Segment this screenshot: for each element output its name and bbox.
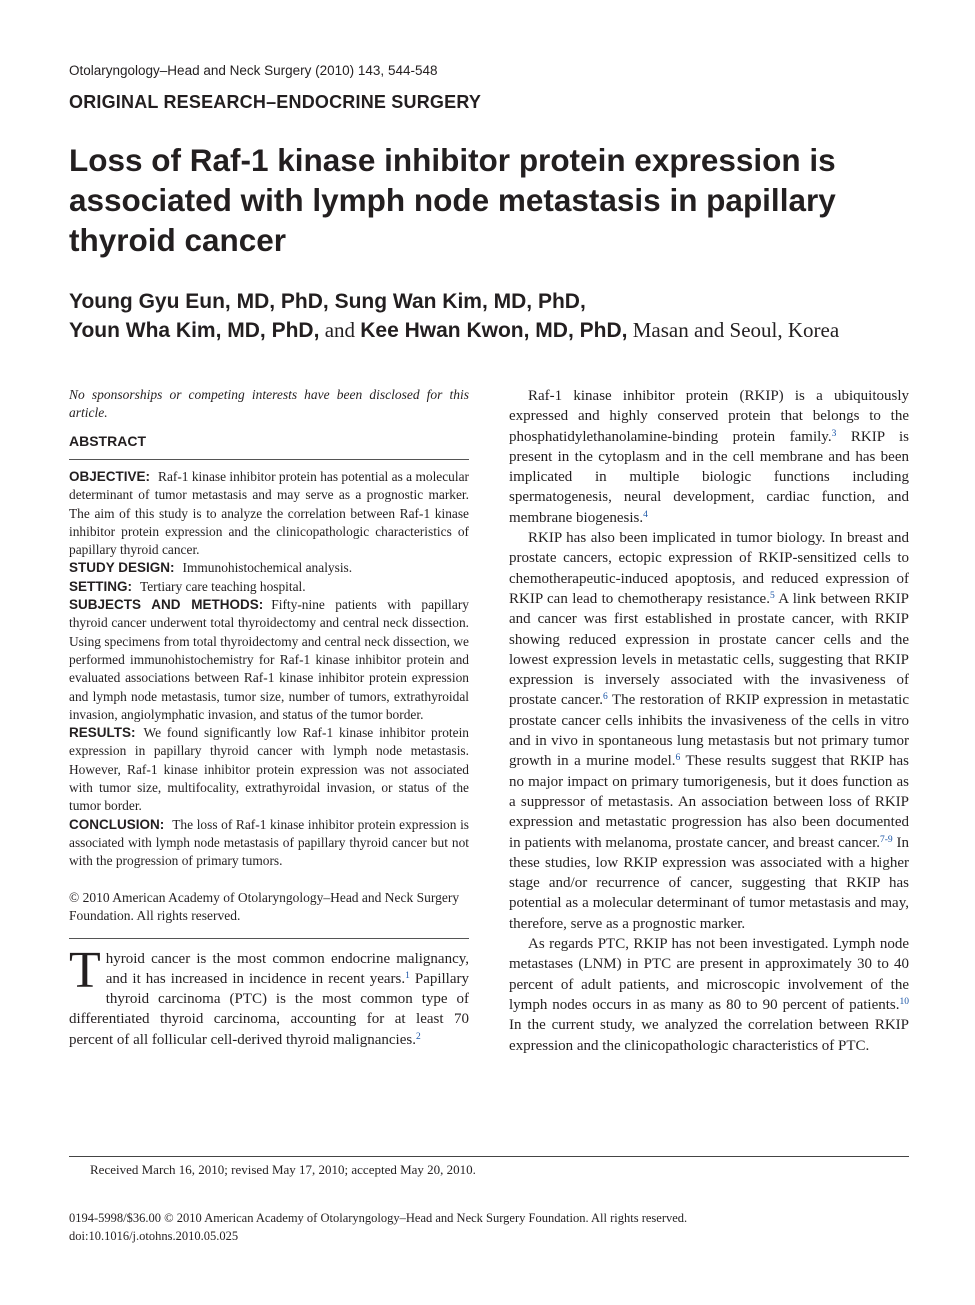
body-paragraph-2 — [509, 528, 909, 934]
conclusion-text: The loss of Raf-1 kinase inhibitor protein expression is associated with lymph node metastasis of papillary thyroid cancer but not with the progression of primary tumors. — [69, 816, 469, 869]
abstract-copyright: © 2010 American Academy of Otolaryngology–Head and Neck Surgery Foundation. All rights reserved. — [69, 889, 460, 924]
doi-line[interactable]: doi:10.1016/j.otohns.2010.05.025 — [69, 1229, 239, 1243]
design-text: Immunohistochemical analysis. — [182, 560, 353, 576]
disclosure-note: No sponsorships or competing interests have been disclosed for this article. — [69, 387, 469, 420]
authors-and: and — [319, 318, 361, 342]
reference-link[interactable]: 7-9 — [880, 834, 893, 845]
reference-link[interactable]: 6 — [675, 753, 681, 764]
reference-link[interactable]: 1 — [405, 970, 410, 981]
methods-text: Fifty-nine patients with papillary thyroid cancer underwent total thyroidectomy and central neck dissection. Using specimens from total thyroidectomy and central neck dissection, we performed immunohistochemistry for Raf-1 kinase inhibitor protein and evaluated associations between Raf-1 kinase inhibitor protein expression and lymph node metastasis, tumor size, number of tumors, extrathyroidal invasion, angiolymphatic invasion, and status of the tumor border. — [69, 597, 469, 722]
design-label: STUDY DESIGN: — [69, 560, 175, 576]
abstract-bottom-rule — [69, 938, 469, 939]
section-label: ORIGINAL RESEARCH–ENDOCRINE SURGERY — [69, 92, 482, 112]
intro-text-a: hyroid cancer is the most common endocrine malignancy, and it has increased in incidence in recent years. — [105, 950, 469, 987]
objective-label: OBJECTIVE: — [69, 469, 151, 484]
abstract-results — [69, 724, 469, 815]
abstract-objective — [69, 468, 469, 559]
received-dates: Received March 16, 2010; revised May 17, 2010; accepted May 20, 2010. — [90, 1162, 476, 1177]
reference-link[interactable]: 2 — [415, 1031, 421, 1042]
conclusion-label: CONCLUSION: — [69, 816, 165, 832]
issn-line: 0194-5998/$36.00 © 2010 American Academy of Otolaryngology–Head and Neck Surgery Foundation. All rights reserved. — [69, 1211, 688, 1225]
reference-link[interactable]: 3 — [831, 428, 837, 439]
author-youn-wha-kim: Youn Wha Kim, MD, PhD, — [69, 319, 320, 342]
body-text: In these studies, low RKIP expression was associated with a higher stage and/or recurrence of cancer, suggesting that RKIP has potential as a molecular determinant of tumor metastasis and may, therefore, serve as a prognostic marker. — [509, 834, 909, 932]
body-text: As regards PTC, RKIP has not been investigated. Lymph node metastases (LNM) in PTC are present in approximately 30 to 40 percent of adult patients, and microscopic involvement of the lymph nodes occurs in as many as 80 to 90 percent of patients. — [509, 936, 909, 1013]
abstract-setting — [69, 578, 469, 596]
body-text: RKIP has also been implicated in tumor biology. In breast and prostate cancers, ectopic expression of RKIP-sensitized cells to chemotherapeutic-induced apoptosis, and reduced expression of RKIP can lead to chemotherapy resistance. — [509, 530, 909, 607]
right-column — [509, 386, 909, 1056]
left-column — [69, 386, 469, 1050]
reference-link[interactable]: 4 — [643, 509, 648, 520]
body-text: These results suggest that RKIP has no major impact on primary tumorigenesis, but it does function as a suppressor of metastasis. An association between loss of RKIP expression and metastatic progression has also been documented in patients with melanoma, prostate cancer, and breast cancer. — [509, 753, 909, 851]
objective-text: Raf-1 kinase inhibitor protein has potential as a molecular determinant of tumor metastasis and may serve as a prognostic marker. The aim of this study is to analyze the correlation between Raf-1 kinase inhibitor protein expression and the clinicopathologic characteristics of papillary thyroid cancer. — [69, 469, 469, 558]
drop-cap: T — [69, 941, 101, 999]
article-title: Loss of Raf-1 kinase inhibitor protein expression is associated with lymph node metastasis in papillary thyroid cancer — [69, 142, 836, 258]
authors-line-1: Young Gyu Eun, MD, PhD, Sung Wan Kim, MD, PhD, — [69, 290, 586, 313]
reference-link[interactable]: 6 — [603, 692, 608, 703]
author-location: Masan and Seoul, Korea — [627, 318, 840, 342]
methods-label: SUBJECTS AND METHODS: — [69, 597, 264, 613]
abstract-heading: ABSTRACT — [69, 433, 146, 449]
body-text: Raf-1 kinase inhibitor protein (RKIP) is a ubiquitously expressed and highly conserved protein that belongs to the phosphatidylethanolamine-binding protein family. — [509, 388, 909, 445]
body-text: The restoration of RKIP expression in metastatic prostate cancer cells inhibits the invasiveness of the cells in vitro and in vivo in spontaneous lung metastasis but not primary tumor growth in a murine model. — [509, 692, 910, 770]
results-text: We found significantly low Raf-1 kinase inhibitor protein expression in papillary thyroid cancer with lymph node metastasis. However, Raf-1 kinase inhibitor protein expression was not associated with tumor size, multifocality, extrathyroidal invasion, or status of the tumor border. — [69, 725, 469, 814]
journal-citation: Otolaryngology–Head and Neck Surgery (2010) 143, 544-548 — [69, 63, 438, 78]
abstract-design — [69, 559, 469, 577]
setting-label: SETTING: — [69, 578, 132, 594]
abstract-methods — [69, 596, 469, 724]
abstract-conclusion — [69, 816, 469, 871]
reference-link[interactable]: 10 — [899, 996, 909, 1007]
body-text: A link between RKIP and cancer was first established in prostate cancer, with RKIP showing reduced expression in prostate cancer cells and the lowest expression levels in metastatic cells, suggesting that RKIP expression is inversely associated with the invasiveness of prostate cancer. — [509, 590, 909, 709]
results-label: RESULTS: — [69, 725, 136, 741]
intro-paragraph — [69, 941, 470, 1050]
body-paragraph-3 — [509, 934, 909, 1056]
author-kee-hwan-kwon: Kee Hwan Kwon, MD, PhD, — [360, 319, 628, 342]
footnote-rule — [69, 1156, 909, 1157]
body-text: In the current study, we analyzed the correlation between RKIP expression and the clinicopathologic characteristics of PTC. — [509, 1017, 909, 1054]
reference-link[interactable]: 5 — [769, 590, 775, 601]
issn-block — [69, 1209, 687, 1245]
body-text: RKIP is present in the cytoplasm and in the cell membrane and has been implicated in multiple biologic functions including spermatogenesis, neural development, cardiac function, and membrane biogenesis. — [509, 428, 909, 526]
body-paragraph-1 — [509, 386, 909, 528]
author-list — [69, 287, 919, 345]
intro-text-b: Papillary thyroid carcinoma (PTC) is the most common type of differentiated thyroid carcinoma, accounting for at least 70 percent of all follicular cell-derived thyroid malignancies. — [69, 970, 470, 1048]
setting-text: Tertiary care teaching hospital. — [140, 578, 306, 594]
